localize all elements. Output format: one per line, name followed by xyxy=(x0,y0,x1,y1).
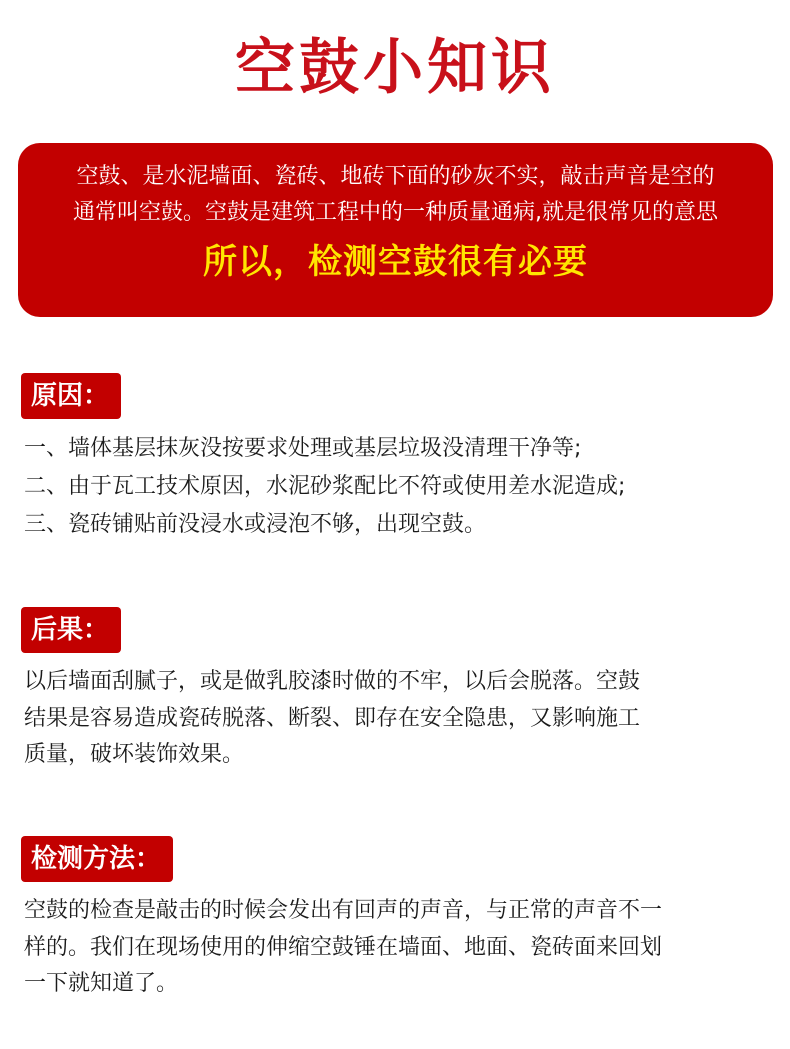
consequences-paragraph xyxy=(24,664,774,774)
paragraph-line: 一下就知道了。 xyxy=(24,971,179,996)
list-item: 一、墙体基层抹灰没按要求处理或基层垃圾没清理干净等; xyxy=(24,436,582,461)
paragraph-line: 质量，破坏装饰效果。 xyxy=(24,742,245,767)
section-label-consequences: 后果： xyxy=(21,607,121,653)
page-title: 空鼓小知识 xyxy=(235,33,555,103)
causes-list xyxy=(24,430,774,544)
list-item: 三、瓷砖铺贴前没浸水或浸泡不够，出现空鼓。 xyxy=(24,512,487,537)
list-item: 二、由于瓦工技术原因，水泥砂浆配比不符或使用差水泥造成; xyxy=(24,474,626,499)
paragraph-line: 以后墙面刮腻子，或是做乳胶漆时做的不牢，以后会脱落。空鼓 xyxy=(24,669,641,694)
intro-highlight: 所以，检测空鼓很有必要 xyxy=(203,242,588,282)
intro-line-2: 通常叫空鼓。空鼓是建筑工程中的一种质量通病,就是很常见的意思 xyxy=(73,200,718,225)
intro-banner xyxy=(18,143,773,317)
section-label-causes: 原因： xyxy=(21,373,121,419)
intro-line-1: 空鼓、是水泥墙面、瓷砖、地砖下面的砂灰不实，敲击声音是空的 xyxy=(76,164,715,189)
paragraph-line: 空鼓的检查是敲击的时候会发出有回声的声音，与正常的声音不一 xyxy=(24,898,663,923)
detection-paragraph xyxy=(24,893,774,1003)
paragraph-line: 结果是容易造成瓷砖脱落、断裂、即存在安全隐患，又影响施工 xyxy=(24,705,641,731)
section-label-detection: 检测方法： xyxy=(21,836,173,882)
paragraph-line: 样的。我们在现场使用的伸缩空鼓锤在墙面、地面、瓷砖面来回划 xyxy=(24,934,663,960)
